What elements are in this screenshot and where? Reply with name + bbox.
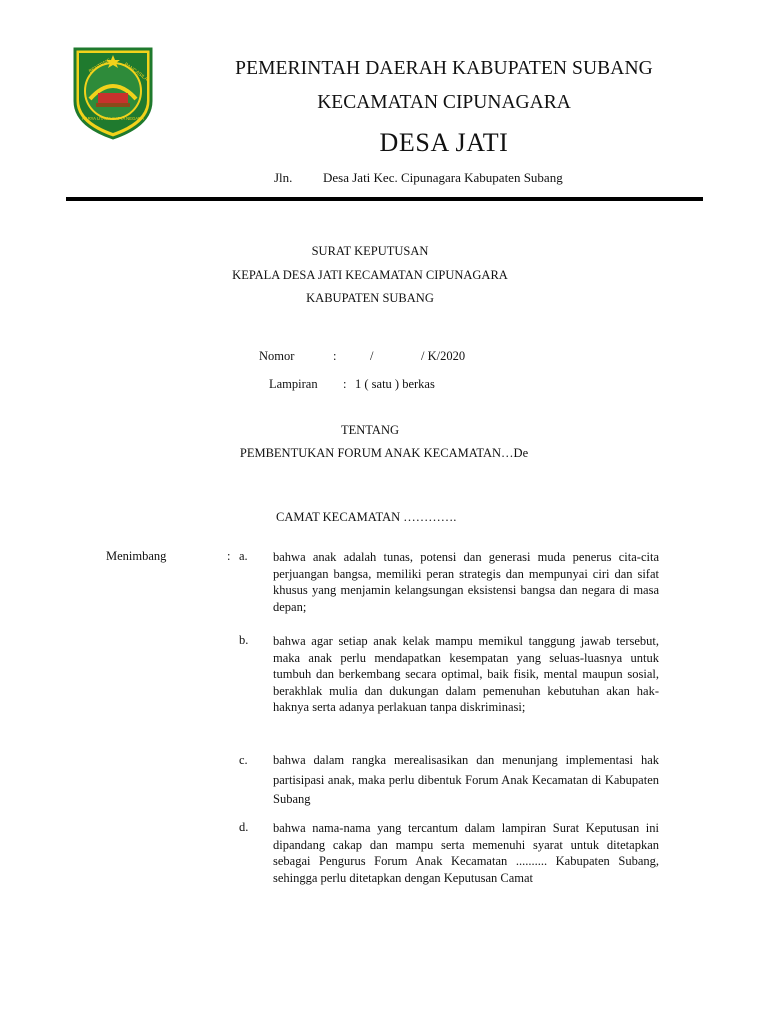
nomor-label: Nomor	[259, 349, 295, 363]
letterhead-rule	[66, 197, 703, 201]
letterhead-district: KECAMATAN CIPUNAGARA	[317, 92, 571, 113]
camat-heading: CAMAT KECAMATAN ………….	[276, 510, 457, 524]
lampiran-value: 1 ( satu ) berkas	[355, 377, 435, 391]
nomor-value: / K/2020	[421, 349, 466, 363]
decree-regency: KABUPATEN SUBANG	[306, 291, 434, 305]
menimbang-label: Menimbang	[106, 549, 167, 563]
menimbang-colon: :	[227, 549, 231, 563]
item-d-text: bahwa nama-nama yang tercantum dalam lampiran Surat Keputusan ini dipandang cakap dan mampu serta memenuhi syarat untuk ditetapkan sebagai Pengurus Forum Anak Kecamatan .......... Kabupaten Subang, sehingga perlu ditetapkan dengan Keputusan Camat	[273, 821, 659, 885]
item-c-letter: c.	[239, 753, 248, 767]
letterhead-government: PEMERINTAH DAERAH KABUPATEN SUBANG	[235, 58, 653, 79]
lampiran-label: Lampiran	[269, 377, 318, 391]
svg-text:BENTENG: BENTENG	[88, 57, 112, 75]
lampiran-colon: :	[343, 377, 347, 391]
item-a-letter: a.	[239, 549, 248, 563]
decree-issuer: KEPALA DESA JATI KECAMATAN CIPUNAGARA	[232, 268, 508, 282]
address-label: Jln.	[274, 170, 293, 185]
svg-text:KARYA UTAMA SATYA NEGARA: KARYA UTAMA SATYA NEGARA	[82, 116, 144, 121]
item-b-text: bahwa agar setiap anak kelak mampu memikul tanggung jawab tersebut, maka anak perlu mendapatkan kesempatan yang seluas-luasnya untuk tumbuh dan berkembang secara optimal, baik fisik, mental maupun sosial, berakhlak mulia dan dukungan dalam pemenuhan kebutuhan akan hak-haknya serta adanya perlakuan tanpa diskriminasi;	[273, 634, 659, 714]
letterhead-village: DESA JATI	[379, 128, 509, 157]
decree-title: SURAT KEPUTUSAN	[311, 244, 429, 258]
item-a-text: bahwa anak adalah tunas, potensi dan generasi muda penerus cita-cita perjuangan bangsa, memiliki peran strategis dan mempunyai ciri dan sifat khusus yang menjamin kelangsungan eksistensi bangsa dan negara di masa depan;	[273, 550, 659, 614]
address-value: Desa Jati Kec. Cipunagara Kabupaten Subang	[323, 170, 563, 185]
item-b-letter: b.	[239, 633, 249, 647]
item-d-letter: d.	[239, 820, 249, 834]
nomor-colon: :	[333, 349, 337, 363]
subject-text: PEMBENTUKAN FORUM ANAK KECAMATAN…De	[239, 446, 529, 460]
svg-text:PANCASILA: PANCASILA	[122, 61, 149, 83]
tentang-heading: TENTANG	[340, 423, 399, 437]
item-c-text: bahwa dalam rangka merealisasikan dan menunjang implementasi hak partisipasi anak, maka perlu dibentuk Forum Anak Kecamatan di Kabupaten Subang	[273, 753, 659, 806]
nomor-slash: /	[370, 349, 374, 363]
